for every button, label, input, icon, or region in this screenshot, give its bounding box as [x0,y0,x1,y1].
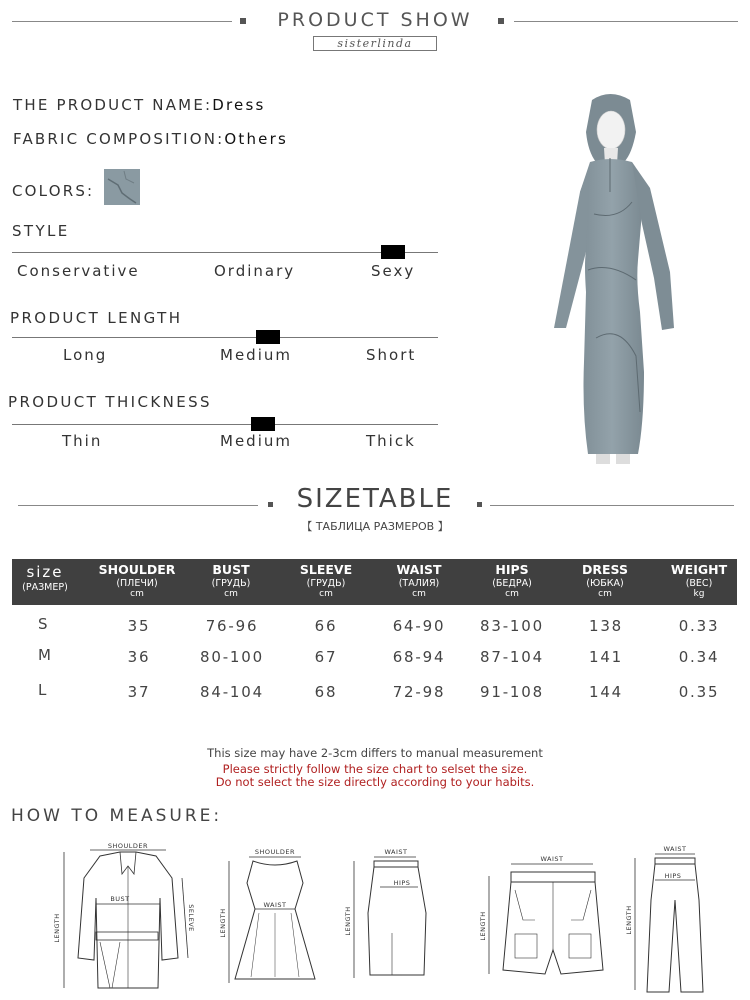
length-option-long: Long [63,346,108,364]
style-scale-line [12,252,438,253]
length-scale-line [12,337,438,338]
col-weight: WEIGHT (ВЕС) kg [670,562,728,599]
size-table-header [12,559,737,605]
col-bust: BUST (ГРУДЬ) cm [211,562,251,599]
row-m-sleeve: 67 [314,648,338,666]
jacket-length-label: LENGTH [53,913,61,943]
skirt-hips-label: HIPS [393,879,411,887]
shorts-waist-label: WAIST [540,855,564,863]
product-dress-image[interactable] [540,92,680,467]
row-l-dress: 144 [588,683,624,701]
header-rule-right [514,21,738,22]
dress-shoulder-label: SHOULDER [254,848,296,856]
col-sleeve: SLEEVE (ГРУДЬ) cm [299,562,353,599]
jacket-sleeve-label: SELEVE [187,904,195,932]
length-marker [256,330,280,344]
style-marker [381,245,405,259]
row-m-waist: 68-94 [392,648,446,666]
row-s-sleeve: 66 [314,617,338,635]
thickness-option-thick: Thick [366,432,416,450]
header-dot-right [498,18,504,24]
product-name-label: THE PRODUCT NAME: [13,96,213,114]
col-size: size (РАЗМЕР) [22,563,68,593]
skirt-length-label: LENGTH [344,906,352,936]
row-l-waist: 72-98 [392,683,446,701]
page-title: PRODUCT SHOW [277,9,473,31]
sizetable-dot-right [477,502,482,507]
row-s-dress: 138 [588,617,624,635]
row-s-shoulder: 35 [127,617,151,635]
style-label: STYLE [12,222,70,240]
fabric-texture-icon [104,169,140,205]
size-warning-line-1: Please strictly follow the size chart to selset the size. [222,762,528,776]
row-m-hips: 87-104 [480,648,544,666]
thickness-scale-line [12,424,438,425]
skirt-measure-diagram [340,843,440,998]
row-s-hips: 83-100 [480,617,544,635]
row-s-bust: 76-96 [205,617,259,635]
size-warning-line-2: Do not select the size directly according to your habits. [215,775,535,789]
colors-label: COLORS: [12,182,95,200]
row-m-weight: 0.34 [678,648,720,666]
product-name-value: Dress [212,96,266,114]
pants-hips-label: HIPS [664,872,682,880]
col-dress: DRESS (ЮБКА) cm [582,562,628,599]
row-l-bust: 84-104 [200,683,264,701]
row-s-size: S [38,615,50,633]
fabric-label: FABRIC COMPOSITION: [13,130,225,148]
thickness-option-medium: Medium [220,432,292,450]
length-label: PRODUCT LENGTH [10,309,183,327]
row-m-dress: 141 [588,648,624,666]
color-swatch[interactable] [104,169,140,205]
sizetable-rule-right [490,505,734,506]
how-to-measure-title: HOW TO MEASURE: [11,806,223,826]
col-waist: WAIST (ТАЛИЯ) cm [396,562,442,599]
pants-length-label: LENGTH [625,905,633,935]
size-warning [0,763,750,789]
col-shoulder: SHOULDER (ПЛЕЧИ) cm [98,562,176,599]
style-option-sexy: Sexy [371,262,416,280]
skirt-waist-label: WAIST [384,848,408,856]
row-l-size: L [38,681,49,699]
sizetable-title: SIZETABLE [296,484,454,514]
shorts-measure-diagram [475,850,620,980]
thickness-marker [251,417,275,431]
measurement-note: This size may have 2-3cm differs to manual measurement [207,746,543,760]
jacket-shoulder-label: SHOULDER [107,842,149,850]
row-m-size: M [38,646,53,664]
style-option-conservative: Conservative [17,262,140,280]
row-s-weight: 0.33 [678,617,720,635]
product-name-row [13,96,266,114]
fabric-row [13,130,288,148]
brand-logo: sisterlinda [313,36,437,51]
length-option-medium: Medium [220,346,292,364]
dress-length-label: LENGTH [219,908,227,938]
pants-waist-label: WAIST [663,845,687,853]
length-option-short: Short [366,346,417,364]
row-l-shoulder: 37 [127,683,151,701]
dress-measure-diagram [215,843,325,998]
shorts-length-label: LENGTH [479,911,487,941]
row-l-weight: 0.35 [678,683,720,701]
thickness-option-thin: Thin [62,432,103,450]
jacket-bust-label: BUST [110,895,130,903]
jacket-measure-diagram [50,838,200,998]
col-hips: HIPS (БЕДРА) cm [492,562,532,599]
row-m-shoulder: 36 [127,648,151,666]
sizetable-subtitle: 【 ТАБЛИЦА РАЗМЕРОВ 】 [301,520,449,533]
row-l-hips: 91-108 [480,683,544,701]
row-s-waist: 64-90 [392,617,446,635]
fabric-value: Others [224,130,288,148]
row-l-sleeve: 68 [314,683,338,701]
style-option-ordinary: Ordinary [214,262,296,280]
dress-waist-label: WAIST [263,901,287,909]
thickness-label: PRODUCT THICKNESS [8,393,212,411]
row-m-bust: 80-100 [200,648,264,666]
pants-measure-diagram [625,840,720,998]
